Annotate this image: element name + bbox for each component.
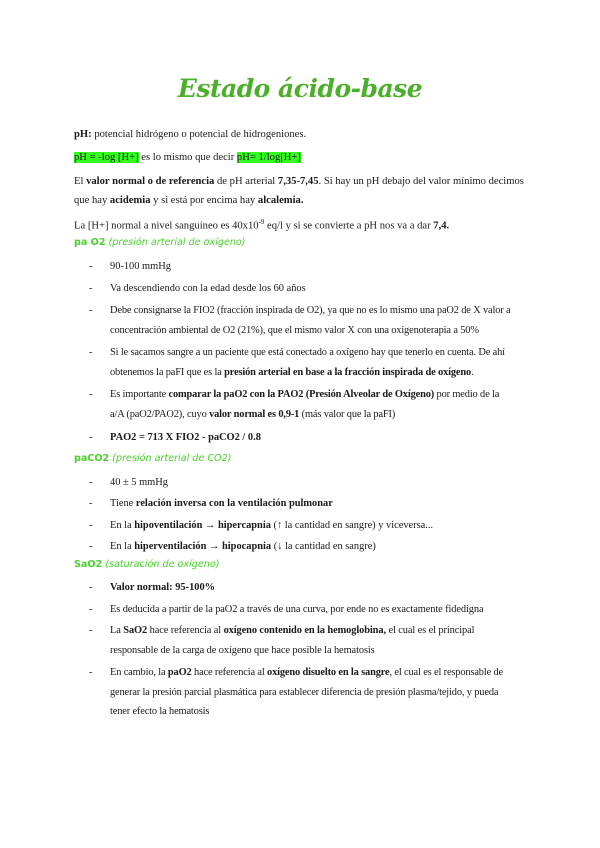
sao2-heading: SaO2 (saturación de oxígeno) <box>74 559 220 570</box>
h-concentration: La [H+] normal a nivel sanguíneo es $40x10^{-9}$ eq/l y si se convierte a pH nos va a dar 7,4. <box>74 218 450 232</box>
normal-value-paragraph: El valor normal o de referencia de pH arterial 7,35-7,45. Si hay un pH debajo del valor mínimo decimos que hay acidemia y si está por encima hay alcalemia. <box>74 176 524 206</box>
paco2-heading: paCO2 (presión arterial de CO2) <box>74 453 232 464</box>
page-title: Estado ácido-base <box>177 74 423 103</box>
ph-formula: pH = -log [H+] es lo mismo que decir pH= 1/log[H+] <box>74 152 301 163</box>
ph-definition: pH: potencial hidrógeno o potencial de hidrogeniones. <box>74 129 307 140</box>
pao2-heading: pa O2 (presión arterial de oxígeno) <box>74 237 246 248</box>
document-page: Estado ácido-base pH: potencial hidrógeno o potencial de hidrogeniones. pH = -log [H+] es lo mismo que decir pH= 1/log[H+] El valor normal o de referencia de pH arterial 7,35-7,45. Si hay un pH debajo del valor mínimo decimos que hay acidemia y si está por encima hay alcalemia. La [H+] normal a nivel sanguíneo es $40x10^{-9}$ eq/l y si se convierte a pH nos va a dar 7,4. pa O2 (presión arterial de oxígeno) - 90-100 mmHg - Va descendiendo con la edad desde los 60 años - Debe consignarse la FIO2 (fracción inspirada de O2), ya que no es lo mismo una paO2 de X valor a concentración ambiental de O2 (21%), que el mismo valor X con una oxigenoterapia a 50% - Si le sacamos sangre a un paciente que está conectado a oxígeno hay que tenerlo en cuenta. De ahí obtenemos la paFI que es la presión arterial en base a la fracción inspirada de oxígeno. - Es importante comparar la paO2 con la PAO2 (Presión Alveolar de Oxígeno) por medio de la a/A (paO2/PAO2), cuyo valor normal es 0,9-1 (más valor que la paFI) - PAO2 = 713 X FIO2 - paCO2 / 0.8 paCO2 (presión arterial de CO2) - 40 ± 5 mmHg - Tiene relación inversa con la ventilación pulmonar - En la hipoventilación → hipercapnia (↑ la cantidad en sangre) y viceversa... - En la hiperventilación → hipocapnia (↓ la cantidad en sangre) SaO2 (saturación de oxígeno) - Valor normal: 95-100% - Es deducida a partir de la paO2 a través de una curva, por ende no es exactamente fidedigna - La SaO2 hace referencia al oxígeno contenido en la hemoglobina, el cual es el principal responsable de la carga de oxígeno que hace posible la hematosis - En cambio, la paO2 hace referencia al oxígeno disuelto en la sangre, el cual es el responsable de generar la presión parcial plasmática para establecer diferencia de presión plasma/tejido, y pueda tener efecto la hematosis <box>0 0 600 848</box>
